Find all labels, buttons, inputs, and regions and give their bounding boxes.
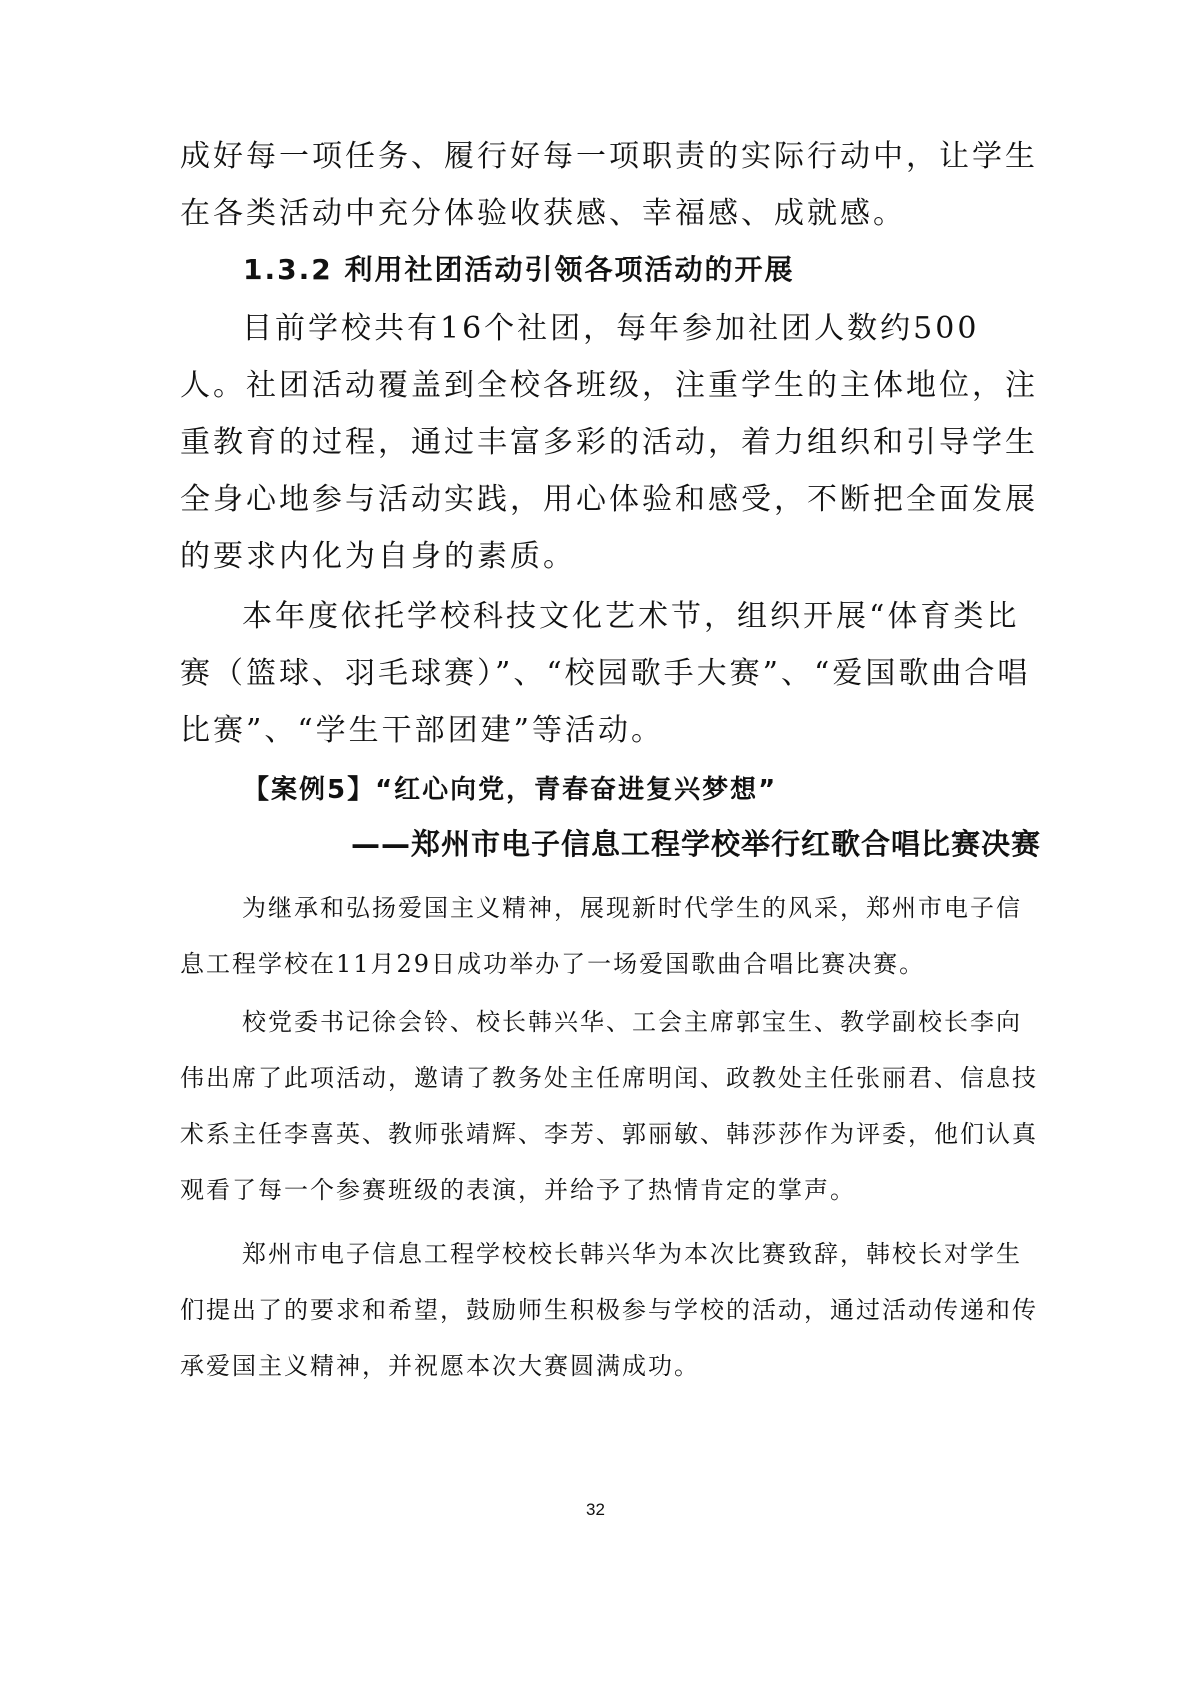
case-paragraph-speech: 郑州市电子信息工程学校校长韩兴华为本次比赛致辞，韩校长对学生们提出了的要求和希望，鼓励师生积极参与学校的活动，通过活动传递和传承爱国主义精神，并祝愿本次大赛圆满成功。 (180, 1240, 1038, 1380)
case-paragraph-attendees: 校党委书记徐会铃、校长韩兴华、工会主席郭宝生、教学副校长李向伟出席了此项活动，邀请了教务处主任席明闰、政教处主任张丽君、信息技术系主任李喜英、教师张靖辉、李芳、郭丽敏、韩莎莎作为评委，他们认真观看了每一个参赛班级的表演，并给予了热情肯定的掌声。 (180, 1008, 1038, 1204)
case-title: 【案例5】“红心向党，青春奋进复兴梦想” (243, 775, 778, 805)
case-subtitle: ——郑州市电子信息工程学校举行红歌合唱比赛决赛 (350, 827, 1041, 861)
page-number: 32 (586, 1500, 605, 1519)
paragraph-continuation: 成好每一项任务、履行好每一项职责的实际行动中，让学生在各类活动中充分体验收获感、幸福感、成就感。 (180, 139, 1038, 231)
section-heading: 1.3.2 利用社团活动引领各项活动的开展 (243, 253, 795, 286)
paragraph-activities: 本年度依托学校科技文化艺术节，组织开展“体育类比赛（篮球、羽毛球赛）”、“校园歌手大赛”、“爱国歌曲合唱比赛”、“学生干部团建”等活动。 (180, 599, 1031, 748)
paragraph-clubs: 目前学校共有16个社团，每年参加社团人数约500人。社团活动覆盖到全校各班级，注重学生的主体地位，注重教育的过程，通过丰富多彩的活动，着力组织和引导学生全身心地参与活动实践，用心体验和感受，不断把全面发展的要求内化为自身的素质。 (180, 311, 1038, 574)
case-paragraph-intro: 为继承和弘扬爱国主义精神，展现新时代学生的风采，郑州市电子信息工程学校在11月29日成功举办了一场爱国歌曲合唱比赛决赛。 (180, 894, 1022, 978)
